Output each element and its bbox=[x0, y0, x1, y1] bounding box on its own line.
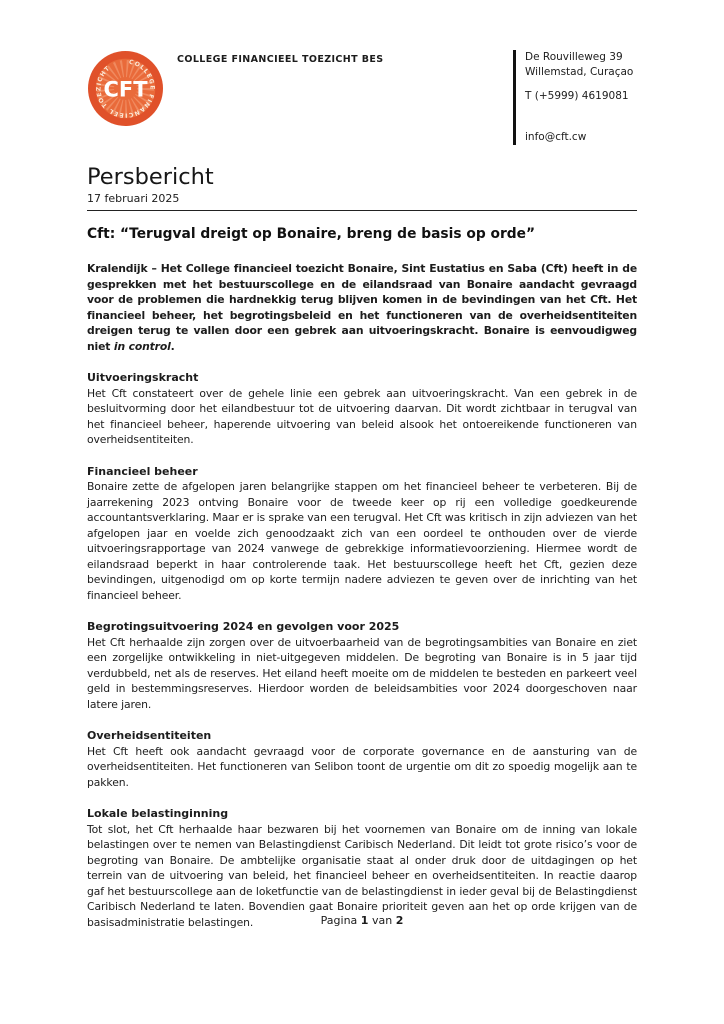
section-lokale-belastinginning bbox=[87, 806, 637, 930]
section-heading: Overheidsentiteiten bbox=[87, 729, 212, 742]
lead-text-end: . bbox=[170, 339, 175, 353]
section-heading: Lokale belastinginning bbox=[87, 807, 229, 820]
logo-center-text: CFT bbox=[103, 77, 148, 102]
current-page-number: 1 bbox=[360, 914, 369, 927]
section-uitvoeringskracht bbox=[87, 370, 637, 448]
letterhead-left bbox=[87, 50, 384, 127]
section-overheidsentiteiten bbox=[87, 728, 637, 790]
contact-email: info@cft.cw bbox=[525, 130, 587, 143]
section-financieel-beheer bbox=[87, 464, 637, 604]
logo-ring-text: COLLEGE FINANCIEEL TOEZICHT bbox=[95, 58, 156, 119]
section-body: Tot slot, het Cft herhaalde haar bezwaren bij het voornemen van Bonaire om de inning van lokale belastingen over te nemen van Belastingdienst Caribisch Nederland. Dit leidt tot grote risico’s voor de begroting van Bonaire. De ambtelijke organisatie staat al onder druk door de uitdagingen op het terrein van de uitvoering van beleid, het financieel beheer en overheidsentiteiten. In reactie daarop gaf het bestuurscollege aan de loketfunctie van de belastingdienst in ieder geval bij de Belastingdienst Caribisch Nederland te laten. Bovendien gaat Bonaire prioriteit geven aan het op orde krijgen van de basisadministratie belastingen. bbox=[87, 822, 637, 929]
organization-name: COLLEGE FINANCIEEL TOEZICHT BES bbox=[177, 54, 384, 65]
page-number-footer bbox=[0, 914, 724, 927]
cft-logo-icon bbox=[87, 50, 164, 127]
page-label-prefix: Pagina bbox=[320, 914, 358, 927]
cft-logo bbox=[87, 50, 164, 127]
lead-paragraph bbox=[87, 261, 637, 354]
title-block bbox=[87, 164, 637, 211]
contact-block bbox=[513, 50, 637, 145]
page-label-separator: van bbox=[371, 914, 393, 927]
contact-address-line1: De Rouvilleweg 39 bbox=[525, 51, 623, 63]
section-heading: Begrotingsuitvoering 2024 en gevolgen voor 2025 bbox=[87, 620, 400, 633]
title-divider bbox=[87, 210, 637, 211]
total-page-number: 2 bbox=[395, 914, 404, 927]
contact-phone: T (+5999) 4619081 bbox=[525, 90, 629, 102]
section-body: Het Cft constateert over de gehele linie een gebrek aan uitvoeringskracht. Van een gebrek in de besluitvorming door het eilandbestuur tot de uitvoering daarvan. Dit wordt zichtbaar in terugval van het financieel beheer, haperende uitvoering van beleid alsook het ontoereikende functioneren van overheidsentiteiten. bbox=[87, 386, 637, 446]
document-date: 17 februari 2025 bbox=[87, 192, 180, 205]
document-type-title: Persbericht bbox=[87, 164, 214, 190]
section-body: Het Cft herhaalde zijn zorgen over de uitvoerbaarheid van de begrotingsambities van Bonaire en ziet een zorgelijke ontwikkeling in niet-uitgegeven middelen. De begroting van Bonaire is in 5 jaar tijd verdubbeld, net als de reserves. Het eiland heeft moeite om de middelen te besteden en parkeert veel geld in bestemmingsreserves. Hierdoor worden de beleidsambities voor 2024 doorgeschoven naar latere jaren. bbox=[87, 635, 637, 711]
contact-address-line2: Willemstad, Curaçao bbox=[525, 65, 634, 78]
letterhead bbox=[87, 50, 637, 145]
lead-italic-phrase: in control bbox=[113, 339, 171, 353]
section-heading: Uitvoeringskracht bbox=[87, 371, 199, 384]
section-body: Bonaire zette de afgelopen jaren belangrijke stappen om het financieel beheer te verbeteren. Bij de jaarrekening 2023 ontving Bonaire voor de tweede keer op rij een volledige goedkeurende accountantsverklaring. Maar er is sprake van een terugval. Het Cft was kritisch in zijn adviezen van het afgelopen jaar en voelde zich genoodzaakt zich van een oordeel te onthouden over de vierde uitvoeringsrapportage van 2024 vanwege de gebrekkige informatievoorziening. Hiermee wordt de eilandsraad beperkt in haar controlerende taak. Het bestuurscollege heeft het Cft, gezien deze bevindingen, uitgenodigd om op korte termijn nadere adviezen te geven over de inrichting van het financieel beheer. bbox=[87, 480, 637, 602]
lead-text: Kralendijk – Het College financieel toezicht Bonaire, Sint Eustatius en Saba (Cft) heeft in de gesprekken met het bestuurscollege en de eilandsraad van Bonaire aandacht gevraagd voor de problemen die hardnekkig terug blijven komen in de bevindingen van het Cft. Het financieel beheer, het begrotingsbeleid en het functioneren van de overheidsentiteiten dreigen terug te vallen door een gebrek aan uitvoeringskracht. Bonaire is eenvoudigweg niet bbox=[87, 262, 637, 353]
section-heading: Financieel beheer bbox=[87, 464, 198, 478]
section-body: Het Cft heeft ook aandacht gevraagd voor de corporate governance en de aansturing van de overheidsentiteiten. Het functioneren van Selibon toont de urgentie om dit zo spoedig mogelijk aan te pakken. bbox=[87, 744, 637, 789]
press-release-headline: Cft: “Terugval dreigt op Bonaire, breng de basis op orde” bbox=[87, 226, 536, 242]
section-begrotingsuitvoering bbox=[87, 619, 637, 712]
